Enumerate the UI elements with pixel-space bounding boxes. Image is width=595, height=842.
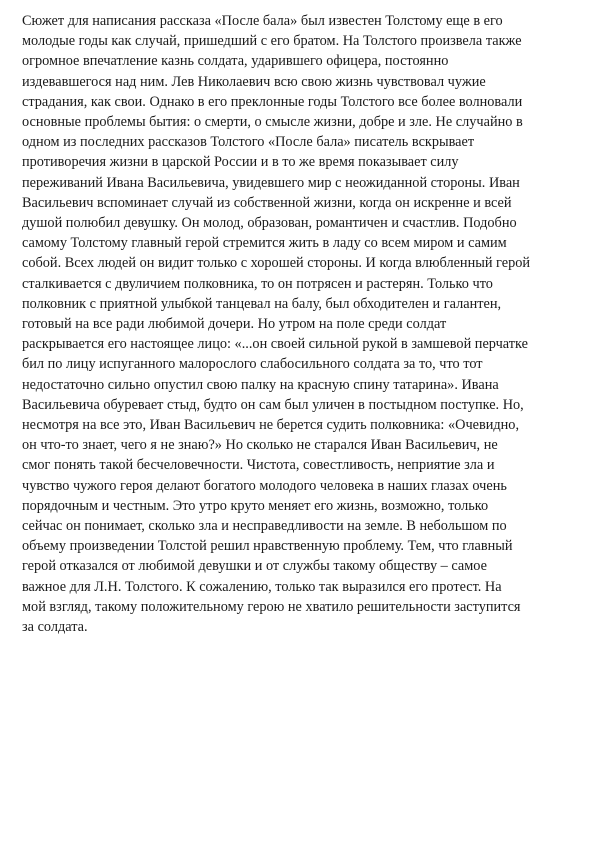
text-line: готовый на все ради любимой дочери. Но утром на поле среди солдат [22, 316, 447, 333]
text-line: душой полюбил девушку. Он молод, образован, романтичен и счастлив. Подобно [22, 215, 517, 232]
text-line: Сюжет для написания рассказа «После бала» был известен Толстому еще в его [22, 13, 503, 29]
text-line: молодые годы как случай, пришедший с его братом. На Толстого произвела также [22, 33, 522, 50]
text-line: собой. Всех людей он видит только с хорошей стороны. И когда влюбленный герой [22, 255, 531, 272]
text-line: основные проблемы бытия: о смерти, о смысле жизни, добре и зле. Не случайно в [22, 114, 523, 131]
text-line: противоречия жизни в царской России и в то же время показывает силу [22, 154, 459, 171]
text-line: несмотря на все это, Иван Васильевич не берется судить полковника: «Очевидно, [22, 417, 520, 434]
text-line: мой взгляд, такому положительному герою не хватило решительности заступится [22, 598, 521, 615]
text-line: важное для Л.Н. Толстого. К сожалению, только так выразился его протест. На [22, 578, 502, 595]
text-line: издевавшегося над ним. Лев Николаевич всю свою жизнь чувствовал чужие [22, 73, 486, 90]
text-line: огромное впечатление казнь солдата, ударившего офицера, постоянно [22, 53, 449, 70]
text-line: сталкивается с двуличием полковника, то он потрясен и растерян. Только что [22, 275, 493, 292]
text-line: Васильевича обуревает стыд, будто он сам был уличен в постыдном поступке. Но, [22, 396, 524, 413]
text-line: за солдата. [22, 619, 88, 636]
text-line: чувство чужого героя делают богатого молодого человека в наших глазах очень [22, 477, 507, 494]
text-line: одном из последних рассказов Толстого «После бала» писатель вскрывает [22, 134, 475, 151]
text-line: порядочным и честным. Это утро круто меняет его жизнь, возможно, только [22, 497, 489, 514]
text-line: самому Толстому главный герой стремится жить в ладу со всем миром и самим [22, 235, 507, 252]
text-line: бил по лицу испуганного малорослого слабосильного солдата за то, что тот [22, 356, 483, 373]
text-line: смог понять такой бесчеловечности. Чистота, совестливость, неприятие зла и [22, 457, 495, 474]
text-line: он что-то знает, чего я не знаю?» Но сколько не старался Иван Васильевич, не [22, 437, 498, 454]
text-line: Васильевич вспоминает случай из собственной жизни, когда он искренне и всей [22, 194, 512, 211]
text-line: полковник с приятной улыбкой танцевал на балу, был обходителен и галантен, [22, 295, 502, 312]
text-line: объему произведении Толстой решил нравственную проблему. Тем, что главный [22, 538, 513, 555]
text-line: герой отказался от любимой девушки и от службы такому обществу – самое [22, 558, 487, 575]
text-line: сейчас он понимает, сколько зла и несправедливости на земле. В небольшом по [22, 518, 507, 535]
text-line: недостаточно сильно опустил свою палку на красную спину татарина». Ивана [22, 376, 499, 393]
essay-paragraph [22, 11, 574, 637]
text-line: страдания, как свои. Однако в его преклонные годы Толстого все более волновали [22, 93, 523, 110]
text-line: переживаний Ивана Васильевича, увидевшего мир с неожиданной стороны. Иван [22, 174, 520, 191]
text-line: раскрывается его настоящее лицо: «...он своей сильной рукой в замшевой перчатке [22, 336, 528, 353]
